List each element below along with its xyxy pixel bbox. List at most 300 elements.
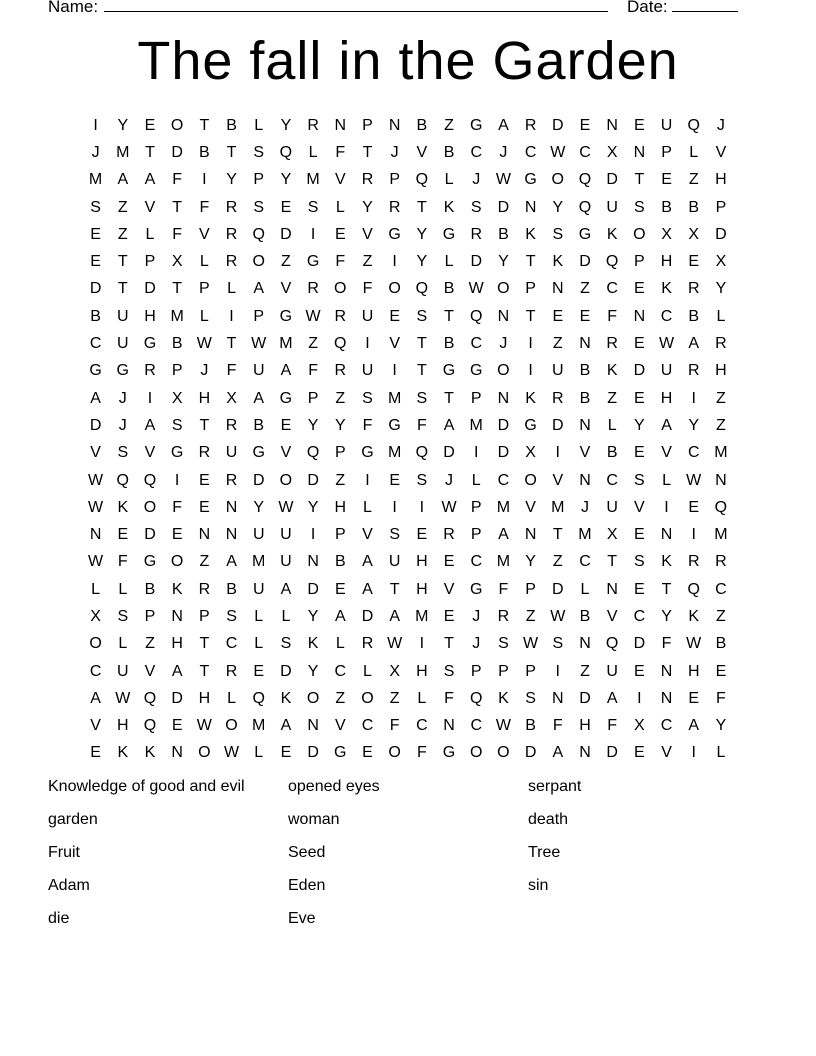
grid-letter[interactable]: N (307, 717, 319, 735)
grid-letter[interactable]: Y (715, 280, 727, 298)
grid-letter[interactable]: S (416, 389, 428, 407)
grid-letter[interactable]: D (497, 444, 510, 462)
grid-letter[interactable]: E (280, 744, 292, 762)
grid-letter[interactable]: A (171, 662, 183, 680)
grid-letter[interactable]: X (661, 225, 672, 243)
grid-letter[interactable]: Q (143, 689, 157, 707)
grid-letter[interactable]: N (579, 744, 591, 762)
grid-letter[interactable]: L (444, 253, 454, 271)
grid-letter[interactable]: Y (688, 416, 700, 434)
grid-letter[interactable]: S (90, 198, 101, 216)
grid-letter[interactable]: B (334, 553, 346, 571)
grid-letter[interactable]: F (444, 689, 454, 707)
grid-letter[interactable]: R (361, 635, 374, 653)
grid-letter[interactable]: S (634, 553, 645, 571)
grid-letter[interactable]: E (334, 225, 346, 243)
grid-letter[interactable]: B (606, 444, 618, 462)
grid-letter[interactable]: O (89, 635, 102, 653)
grid-letter[interactable]: I (691, 526, 696, 544)
grid-letter[interactable]: U (117, 335, 129, 353)
grid-letter[interactable]: D (606, 171, 618, 189)
grid-letter[interactable]: Q (605, 253, 619, 271)
grid-letter[interactable]: Y (307, 416, 319, 434)
grid-letter[interactable]: T (552, 526, 563, 544)
grid-letter[interactable]: K (606, 362, 618, 380)
grid-letter[interactable]: B (715, 635, 727, 653)
grid-letter[interactable]: F (172, 171, 183, 189)
grid-letter[interactable]: P (362, 116, 373, 134)
grid-letter[interactable]: M (252, 717, 266, 735)
grid-letter[interactable]: G (143, 553, 157, 571)
grid-letter[interactable]: A (280, 362, 292, 380)
grid-letter[interactable]: L (471, 471, 481, 489)
grid-letter[interactable]: I (392, 253, 397, 271)
grid-letter[interactable]: H (198, 689, 211, 707)
grid-letter[interactable]: S (307, 198, 319, 216)
grid-letter[interactable]: Z (525, 607, 536, 625)
grid-letter[interactable]: X (606, 526, 618, 544)
grid-letter[interactable]: W (278, 498, 294, 516)
grid-letter[interactable]: B (688, 198, 700, 216)
grid-letter[interactable]: K (661, 280, 672, 298)
grid-letter[interactable]: I (229, 307, 234, 325)
grid-letter[interactable]: N (552, 280, 564, 298)
grid-letter[interactable]: S (389, 526, 400, 544)
grid-letter[interactable]: D (171, 689, 183, 707)
grid-letter[interactable]: A (334, 607, 346, 625)
grid-letter[interactable]: V (389, 335, 400, 353)
grid-letter[interactable]: K (688, 607, 700, 625)
grid-letter[interactable]: I (419, 498, 425, 516)
grid-letter[interactable]: M (279, 335, 293, 353)
grid-letter[interactable]: J (472, 171, 481, 189)
grid-letter[interactable]: T (226, 335, 237, 353)
grid-letter[interactable]: R (225, 253, 238, 271)
grid-letter[interactable]: Q (415, 171, 429, 189)
grid-letter[interactable]: V (362, 225, 373, 243)
grid-letter[interactable]: W (550, 607, 566, 625)
grid-letter[interactable]: U (117, 307, 129, 325)
grid-letter[interactable]: L (281, 607, 291, 625)
grid-letter[interactable]: X (90, 607, 101, 625)
grid-letter[interactable]: I (93, 116, 98, 134)
grid-letter[interactable]: F (172, 498, 183, 516)
grid-letter[interactable]: Y (715, 717, 727, 735)
grid-letter[interactable]: A (552, 744, 564, 762)
grid-letter[interactable]: V (144, 198, 156, 216)
grid-letter[interactable]: P (171, 362, 183, 380)
grid-letter[interactable]: M (306, 171, 320, 189)
grid-letter[interactable]: E (443, 553, 455, 571)
grid-letter[interactable]: O (252, 253, 265, 271)
grid-letter[interactable]: B (226, 116, 237, 134)
grid-letter[interactable]: D (633, 635, 646, 653)
grid-letter[interactable]: J (499, 143, 508, 161)
grid-letter[interactable]: G (361, 444, 374, 462)
grid-letter[interactable]: Z (199, 553, 210, 571)
grid-letter[interactable]: M (496, 498, 511, 516)
grid-letter[interactable]: O (497, 362, 510, 380)
grid-letter[interactable]: Y (416, 253, 428, 271)
grid-letter[interactable]: V (634, 498, 645, 516)
grid-letter[interactable]: P (199, 280, 210, 298)
grid-letter[interactable]: D (280, 662, 292, 680)
grid-letter[interactable]: F (199, 198, 210, 216)
grid-letter[interactable]: T (199, 662, 210, 680)
grid-letter[interactable]: L (118, 635, 128, 653)
grid-letter[interactable]: H (416, 553, 428, 571)
grid-letter[interactable]: N (443, 717, 455, 735)
grid-letter[interactable]: C (470, 553, 482, 571)
grid-letter[interactable]: Y (307, 607, 319, 625)
grid-letter[interactable]: L (444, 171, 454, 189)
grid-letter[interactable]: D (144, 526, 156, 544)
grid-letter[interactable]: O (279, 471, 293, 489)
grid-letter[interactable]: F (308, 362, 318, 380)
grid-letter[interactable]: C (497, 471, 510, 489)
grid-letter[interactable]: E (579, 307, 591, 325)
grid-letter[interactable]: C (606, 471, 618, 489)
grid-letter[interactable]: V (280, 280, 292, 298)
grid-letter[interactable]: O (497, 744, 510, 762)
grid-letter[interactable]: L (199, 253, 209, 271)
grid-letter[interactable]: A (389, 607, 400, 625)
grid-letter[interactable]: P (307, 389, 319, 407)
grid-letter[interactable]: Q (334, 335, 347, 353)
grid-letter[interactable]: Y (117, 116, 129, 134)
grid-letter[interactable]: R (715, 335, 727, 353)
grid-letter[interactable]: Z (117, 225, 128, 243)
grid-letter[interactable]: O (551, 171, 564, 189)
grid-letter[interactable]: Q (578, 171, 592, 189)
grid-letter[interactable]: R (334, 307, 347, 325)
grid-letter[interactable]: U (388, 553, 401, 571)
grid-letter[interactable]: U (606, 662, 618, 680)
grid-letter[interactable]: Z (552, 335, 563, 353)
grid-letter[interactable]: I (365, 471, 370, 489)
grid-letter[interactable]: Q (578, 198, 592, 216)
grid-letter[interactable]: R (225, 471, 238, 489)
grid-letter[interactable]: W (686, 635, 702, 653)
grid-letter[interactable]: Y (362, 198, 373, 216)
grid-letter[interactable]: D (443, 444, 455, 462)
grid-letter[interactable]: K (280, 689, 292, 707)
grid-letter[interactable]: D (552, 580, 564, 598)
grid-letter[interactable]: R (225, 662, 238, 680)
grid-letter[interactable]: J (499, 335, 508, 353)
grid-letter[interactable]: O (633, 225, 646, 243)
grid-letter[interactable]: C (660, 717, 673, 735)
grid-letter[interactable]: T (199, 416, 210, 434)
grid-letter[interactable]: T (172, 198, 183, 216)
grid-letter[interactable]: R (497, 607, 510, 625)
grid-letter[interactable]: G (388, 225, 401, 243)
grid-letter[interactable]: T (145, 143, 155, 161)
grid-letter[interactable]: A (688, 335, 700, 353)
grid-letter[interactable]: L (254, 744, 264, 762)
grid-letter[interactable]: E (579, 116, 591, 134)
grid-letter[interactable]: P (253, 307, 265, 325)
grid-letter[interactable]: J (390, 143, 399, 161)
grid-letter[interactable]: L (335, 635, 345, 653)
grid-letter[interactable]: M (387, 389, 402, 407)
grid-letter[interactable]: E (90, 225, 101, 243)
grid-letter[interactable]: E (280, 416, 292, 434)
grid-letter[interactable]: V (334, 171, 346, 189)
grid-letter[interactable]: K (606, 225, 618, 243)
grid-letter[interactable]: D (579, 253, 591, 271)
grid-letter[interactable]: R (687, 362, 700, 380)
grid-letter[interactable]: K (117, 498, 129, 516)
grid-letter[interactable]: I (310, 225, 316, 243)
grid-letter[interactable]: W (305, 307, 321, 325)
grid-letter[interactable]: S (470, 198, 482, 216)
grid-letter[interactable]: D (89, 416, 102, 434)
grid-letter[interactable]: U (252, 526, 265, 544)
grid-letter[interactable]: O (388, 280, 401, 298)
grid-letter[interactable]: C (225, 635, 238, 653)
grid-letter[interactable]: D (171, 143, 183, 161)
grid-letter[interactable]: T (362, 143, 373, 161)
grid-letter[interactable]: A (362, 580, 373, 598)
grid-letter[interactable]: G (279, 307, 293, 325)
grid-letter[interactable]: L (363, 662, 372, 680)
grid-letter[interactable]: Y (253, 498, 265, 516)
grid-letter[interactable]: E (389, 471, 400, 489)
grid-letter[interactable]: Y (634, 416, 645, 434)
grid-letter[interactable]: G (442, 362, 456, 380)
grid-letter[interactable]: L (716, 307, 726, 325)
grid-letter[interactable]: M (88, 171, 103, 189)
grid-letter[interactable]: R (198, 580, 211, 598)
grid-letter[interactable]: W (495, 717, 511, 735)
grid-letter[interactable]: S (552, 635, 564, 653)
grid-letter[interactable]: A (144, 171, 156, 189)
grid-letter[interactable]: S (117, 444, 129, 462)
grid-letter[interactable]: X (634, 717, 645, 735)
grid-letter[interactable]: L (254, 607, 264, 625)
grid-letter[interactable]: Z (716, 389, 726, 407)
grid-letter[interactable]: R (307, 116, 319, 134)
grid-letter[interactable]: I (637, 689, 642, 707)
grid-letter[interactable]: P (661, 143, 672, 161)
grid-letter[interactable]: T (661, 580, 672, 598)
grid-letter[interactable]: L (607, 416, 617, 434)
grid-letter[interactable]: E (171, 526, 183, 544)
grid-letter[interactable]: C (334, 662, 347, 680)
grid-letter[interactable]: P (470, 389, 482, 407)
grid-letter[interactable]: V (90, 717, 101, 735)
grid-letter[interactable]: F (416, 744, 427, 762)
grid-letter[interactable]: E (715, 662, 727, 680)
grid-letter[interactable]: Q (605, 635, 619, 653)
grid-letter[interactable]: E (634, 744, 645, 762)
grid-letter[interactable]: J (91, 143, 100, 161)
grid-letter[interactable]: F (416, 416, 427, 434)
grid-letter[interactable]: I (691, 744, 696, 762)
grid-letter[interactable]: Z (335, 471, 346, 489)
grid-letter[interactable]: J (118, 416, 127, 434)
grid-letter[interactable]: Z (145, 635, 155, 653)
grid-letter[interactable]: B (90, 307, 101, 325)
grid-letter[interactable]: N (334, 116, 347, 134)
grid-letter[interactable]: A (90, 689, 101, 707)
grid-letter[interactable]: X (171, 389, 183, 407)
grid-letter[interactable]: W (196, 335, 212, 353)
grid-letter[interactable]: P (144, 253, 156, 271)
grid-letter[interactable]: B (226, 580, 237, 598)
grid-letter[interactable]: W (658, 335, 675, 353)
grid-letter[interactable]: N (660, 662, 673, 680)
grid-letter[interactable]: E (634, 389, 645, 407)
grid-letter[interactable]: C (606, 280, 618, 298)
grid-letter[interactable]: I (528, 362, 533, 380)
grid-letter[interactable]: W (223, 744, 240, 762)
grid-letter[interactable]: S (552, 225, 564, 243)
grid-letter[interactable]: I (202, 171, 207, 189)
grid-letter[interactable]: K (144, 744, 156, 762)
grid-letter[interactable]: H (416, 580, 428, 598)
grid-letter[interactable]: A (498, 526, 509, 544)
grid-letter[interactable]: B (525, 717, 536, 735)
grid-letter[interactable]: N (579, 635, 591, 653)
grid-letter[interactable]: P (334, 444, 346, 462)
grid-letter[interactable]: T (525, 307, 536, 325)
grid-letter[interactable]: X (606, 143, 618, 161)
grid-letter[interactable]: P (525, 662, 536, 680)
grid-letter[interactable]: E (634, 280, 645, 298)
grid-letter[interactable]: Y (416, 225, 428, 243)
grid-letter[interactable]: Z (580, 280, 590, 298)
grid-letter[interactable]: B (443, 280, 455, 298)
grid-letter[interactable]: N (660, 526, 673, 544)
grid-letter[interactable]: T (416, 362, 427, 380)
grid-letter[interactable]: P (144, 607, 156, 625)
grid-letter[interactable]: K (443, 198, 455, 216)
grid-letter[interactable]: O (143, 498, 157, 516)
grid-letter[interactable]: Q (279, 143, 293, 161)
grid-letter[interactable]: E (634, 116, 645, 134)
grid-letter[interactable]: Z (716, 416, 726, 434)
grid-letter[interactable]: G (334, 744, 347, 762)
grid-letter[interactable]: E (688, 253, 700, 271)
grid-letter[interactable]: O (306, 689, 320, 707)
grid-letter[interactable]: R (225, 198, 238, 216)
grid-letter[interactable]: J (445, 471, 454, 489)
grid-letter[interactable]: D (307, 471, 319, 489)
grid-letter[interactable]: G (306, 253, 320, 271)
grid-letter[interactable]: G (170, 444, 184, 462)
grid-letter[interactable]: I (555, 662, 560, 680)
grid-letter[interactable]: S (226, 607, 237, 625)
grid-letter[interactable]: E (334, 580, 346, 598)
grid-letter[interactable]: H (416, 662, 428, 680)
grid-letter[interactable]: T (389, 580, 400, 598)
grid-letter[interactable]: Z (444, 116, 454, 134)
grid-letter[interactable]: F (335, 143, 346, 161)
grid-letter[interactable]: N (388, 116, 401, 134)
grid-letter[interactable]: P (334, 526, 346, 544)
grid-letter[interactable]: N (225, 526, 238, 544)
grid-letter[interactable]: P (470, 662, 482, 680)
grid-letter[interactable]: H (715, 362, 727, 380)
grid-letter[interactable]: L (227, 280, 236, 298)
grid-letter[interactable]: Q (415, 444, 429, 462)
grid-letter[interactable]: F (607, 307, 618, 325)
grid-letter[interactable]: R (606, 335, 618, 353)
grid-letter[interactable]: W (550, 143, 566, 161)
grid-letter[interactable]: Y (307, 498, 319, 516)
grid-letter[interactable]: J (716, 116, 725, 134)
grid-letter[interactable]: B (416, 116, 428, 134)
grid-letter[interactable]: L (145, 225, 155, 243)
grid-letter[interactable]: N (660, 689, 673, 707)
grid-letter[interactable]: L (91, 580, 101, 598)
grid-letter[interactable]: F (661, 635, 672, 653)
grid-letter[interactable]: M (714, 444, 728, 462)
grid-letter[interactable]: S (253, 143, 265, 161)
grid-letter[interactable]: Q (252, 225, 265, 243)
grid-letter[interactable]: Y (226, 171, 237, 189)
grid-letter[interactable]: Z (607, 389, 618, 407)
grid-letter[interactable]: X (171, 253, 183, 271)
grid-letter[interactable]: N (715, 471, 727, 489)
grid-letter[interactable]: C (579, 143, 591, 161)
grid-letter[interactable]: P (634, 253, 645, 271)
grid-letter[interactable]: E (199, 498, 210, 516)
grid-letter[interactable]: A (606, 689, 618, 707)
grid-letter[interactable]: B (498, 225, 509, 243)
grid-letter[interactable]: N (579, 335, 591, 353)
grid-letter[interactable]: N (606, 116, 618, 134)
grid-letter[interactable]: A (253, 280, 265, 298)
grid-letter[interactable]: J (200, 362, 209, 380)
grid-letter[interactable]: U (606, 498, 618, 516)
grid-letter[interactable]: U (252, 580, 265, 598)
grid-letter[interactable]: X (226, 389, 237, 407)
grid-letter[interactable]: O (469, 744, 483, 762)
grid-letter[interactable]: V (715, 143, 727, 161)
grid-letter[interactable]: E (634, 580, 645, 598)
grid-letter[interactable]: R (715, 553, 727, 571)
grid-letter[interactable]: A (280, 580, 292, 598)
grid-letter[interactable]: A (226, 553, 237, 571)
grid-letter[interactable]: M (387, 444, 402, 462)
grid-letter[interactable]: C (89, 662, 102, 680)
grid-letter[interactable]: D (497, 198, 510, 216)
grid-letter[interactable]: U (225, 444, 238, 462)
grid-letter[interactable]: Z (716, 607, 726, 625)
grid-letter[interactable]: E (634, 335, 645, 353)
grid-letter[interactable]: E (90, 253, 101, 271)
grid-letter[interactable]: L (716, 744, 726, 762)
grid-letter[interactable]: H (660, 253, 673, 271)
grid-letter[interactable]: I (664, 498, 669, 516)
grid-letter[interactable]: S (416, 471, 428, 489)
grid-letter[interactable]: W (468, 280, 484, 298)
grid-letter[interactable]: I (310, 526, 316, 544)
grid-letter[interactable]: V (90, 444, 101, 462)
grid-letter[interactable]: C (579, 553, 591, 571)
grid-letter[interactable]: N (225, 498, 238, 516)
grid-letter[interactable]: R (307, 280, 319, 298)
grid-letter[interactable]: B (199, 143, 210, 161)
grid-letter[interactable]: Y (280, 171, 292, 189)
grid-letter[interactable]: Z (362, 253, 373, 271)
grid-letter[interactable]: N (633, 143, 646, 161)
grid-letter[interactable]: N (633, 307, 646, 325)
name-blank-line[interactable] (104, 0, 608, 12)
